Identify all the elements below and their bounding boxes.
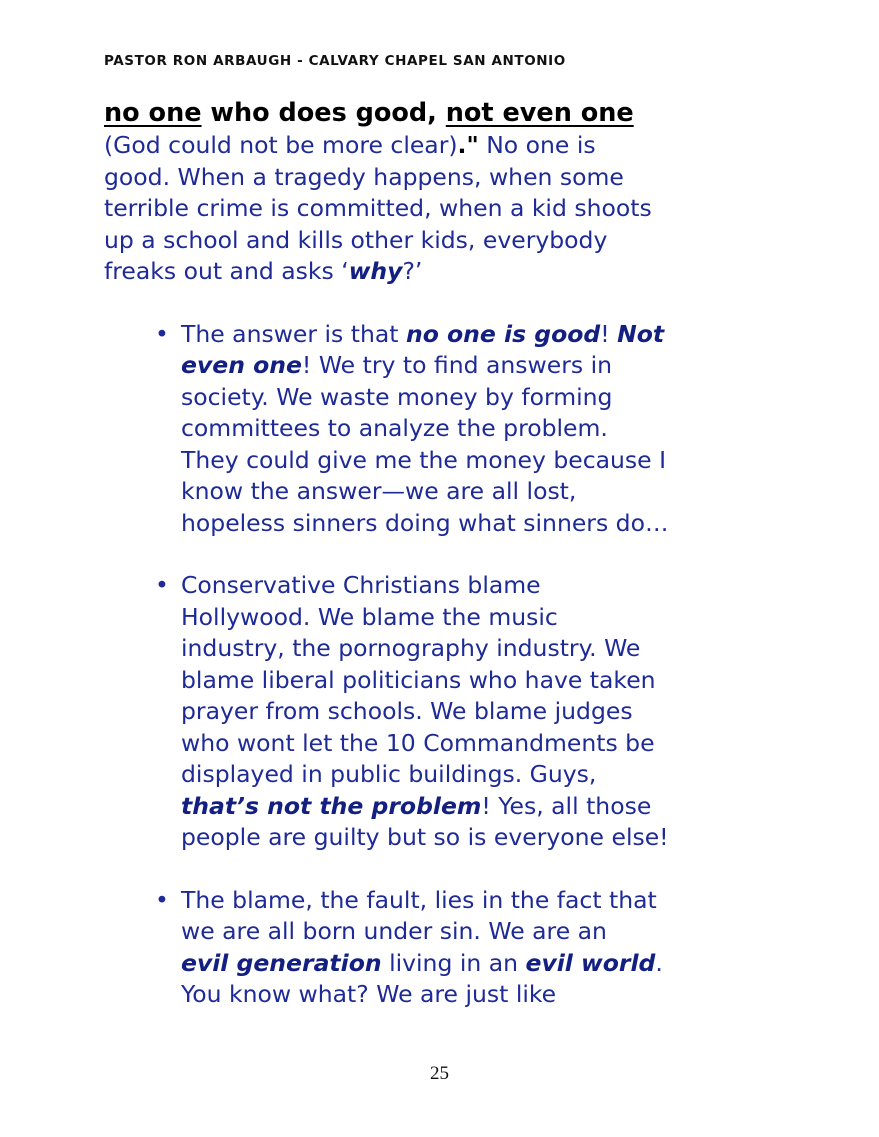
bullet-item-1 xyxy=(104,319,844,540)
intro-text: (God could not be more clear) xyxy=(104,131,458,159)
bullet-line: blame liberal politicians who have taken xyxy=(181,665,656,694)
running-header: PASTOR RON ARBAUGH - CALVARY CHAPEL SAN ANTONIO xyxy=(104,53,566,69)
text: living in an xyxy=(381,948,526,977)
page-number: 25 xyxy=(430,1063,449,1084)
bullet-line: who wont let the 10 Commandments be xyxy=(181,728,655,757)
text: . xyxy=(655,948,663,977)
intro-text: ?’ xyxy=(402,257,423,285)
bullet-line: we are all born under sin. We are an xyxy=(181,917,607,945)
bullet-line: people are guilty but so is everyone else! xyxy=(181,823,669,851)
bullet-icon: • xyxy=(155,885,169,914)
intro-text: freaks out and asks ‘ xyxy=(104,257,349,285)
bullet-line xyxy=(181,350,844,382)
text: ! Yes, all those xyxy=(481,791,652,820)
emphasis: Not xyxy=(617,319,665,348)
emphasis: even one xyxy=(181,351,302,379)
intro-line-5 xyxy=(104,256,844,288)
bullet-item-3 xyxy=(104,885,844,1011)
bullet-line: know the answer—we are all lost, xyxy=(181,477,577,505)
emphasis: evil world xyxy=(525,948,656,977)
bullet-line: prayer from schools. We blame judges xyxy=(181,697,633,725)
intro-paragraph xyxy=(104,130,844,288)
bullet-line xyxy=(181,791,844,823)
text: The answer is that xyxy=(181,319,406,348)
heading-underlined-1: no one xyxy=(104,98,202,128)
bullet-list xyxy=(104,319,844,1011)
close-quote: ." xyxy=(457,131,479,159)
intro-text: No one is xyxy=(478,131,596,159)
bullet-line: hopeless sinners doing what sinners do… xyxy=(181,508,669,537)
intro-line-3: terrible crime is committed, when a kid shoots xyxy=(104,194,652,222)
bullet-line xyxy=(181,319,844,351)
page-body xyxy=(104,96,844,1042)
intro-line-2: good. When a tragedy happens, when some xyxy=(104,162,624,191)
heading-line xyxy=(104,96,844,130)
bullet-line: You know what? We are just like xyxy=(181,980,557,1008)
emphasis: why xyxy=(348,257,403,285)
bullet-line: They could give me the money because I xyxy=(181,445,667,474)
text: ! We try to find answers in xyxy=(301,351,613,379)
intro-line-4: up a school and kills other kids, everybody xyxy=(104,225,608,254)
bullet-icon: • xyxy=(155,319,169,348)
bullet-item-2 xyxy=(104,570,844,854)
heading-middle: who does good, xyxy=(201,98,446,128)
bullet-line: Hollywood. We blame the music xyxy=(181,602,558,631)
emphasis: evil generation xyxy=(181,948,382,977)
bullet-icon: • xyxy=(155,571,169,599)
bullet-line: Conservative Christians blame xyxy=(181,571,541,599)
bullet-line: The blame, the fault, lies in the fact that xyxy=(181,885,657,914)
bullet-line xyxy=(181,948,844,980)
bullet-line: industry, the pornography industry. We xyxy=(181,634,641,662)
intro-line-1 xyxy=(104,130,844,162)
text: ! xyxy=(600,319,618,348)
bullet-line: displayed in public buildings. Guys, xyxy=(181,760,597,788)
heading-underlined-2: not even one xyxy=(445,98,634,128)
bullet-line: committees to analyze the problem. xyxy=(181,414,608,442)
emphasis: that’s not the problem xyxy=(181,791,482,820)
bullet-line: society. We waste money by forming xyxy=(181,382,613,411)
emphasis: no one is good xyxy=(405,319,601,348)
